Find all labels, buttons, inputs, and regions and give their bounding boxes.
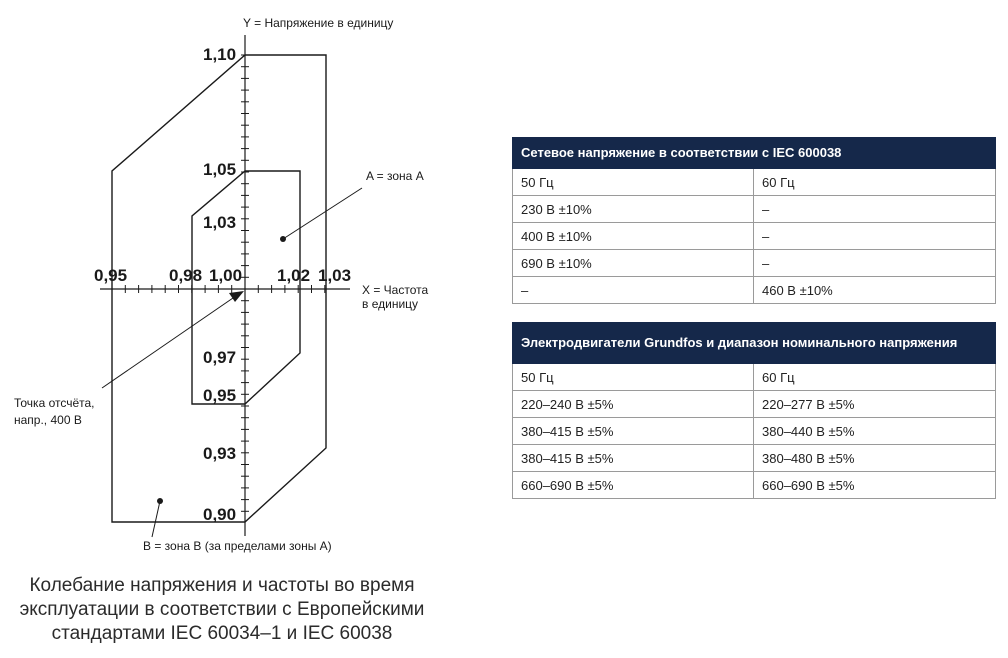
table-row	[513, 391, 996, 418]
reference-point-label-line2: напр., 400 В	[14, 413, 82, 427]
table-cell: 690 В ±10%	[513, 250, 754, 277]
caption-line: стандартами IEC 60034–1 и IEC 60038	[51, 623, 393, 644]
zone-a-label: A = зона A	[366, 169, 424, 183]
x-axis-title-line2: в единицу	[362, 297, 419, 311]
x-tick-label: 1,00	[209, 266, 243, 285]
x-tick-label: 1,02	[277, 266, 311, 285]
y-tick-label: 0,95	[203, 386, 237, 405]
table-cell: –	[754, 196, 996, 223]
caption-line: эксплуатации в соответствии с Европейскими	[19, 599, 425, 620]
table-title-row	[513, 138, 996, 169]
table-cell: –	[754, 223, 996, 250]
table-cell: 380–480 В ±5%	[754, 445, 996, 472]
column-header-50hz: 50 Гц	[513, 169, 754, 196]
table-cell: –	[754, 250, 996, 277]
table-row	[513, 445, 996, 472]
table-title: Электродвигатели Grundfos и диапазон номинального напряжения	[513, 323, 996, 364]
table-cell: 220–240 В ±5%	[513, 391, 754, 418]
table-cell: 660–690 В ±5%	[513, 472, 754, 499]
caption-line: Колебание напряжения и частоты во время	[29, 575, 415, 596]
x-tick-label: 0,98	[169, 266, 203, 285]
column-header-60hz: 60 Гц	[754, 364, 996, 391]
table-title-row	[513, 323, 996, 364]
table-row	[513, 250, 996, 277]
diagram-caption	[6, 574, 438, 646]
table-row	[513, 277, 996, 304]
table-cell: 380–415 В ±5%	[513, 418, 754, 445]
zone-b-label: B = зона B (за пределами зоны A)	[143, 539, 332, 553]
table-cell: 400 В ±10%	[513, 223, 754, 250]
motor-voltage-range-table	[512, 322, 996, 499]
x-tick-label: 0,95	[94, 266, 128, 285]
table-cell: 660–690 В ±5%	[754, 472, 996, 499]
y-axis-title: Y = Напряжение в единицу	[243, 16, 394, 30]
y-tick-label: 1,10	[203, 45, 237, 64]
table-row	[513, 196, 996, 223]
y-tick-label: 0,90	[203, 505, 237, 524]
zone-a-boundary	[192, 171, 300, 404]
table-header-row	[513, 169, 996, 196]
table-header-row	[513, 364, 996, 391]
table-cell: 230 В ±10%	[513, 196, 754, 223]
mains-voltage-table	[512, 137, 996, 304]
x-axis-title-line1: X = Частота	[362, 283, 429, 297]
table-row	[513, 223, 996, 250]
table-row	[513, 418, 996, 445]
column-header-60hz: 60 Гц	[754, 169, 996, 196]
table-cell: 380–440 В ±5%	[754, 418, 996, 445]
y-tick-label: 0,93	[203, 444, 237, 463]
reference-point-leader	[102, 298, 233, 388]
table-cell: –	[513, 277, 754, 304]
zone-b-leader	[152, 501, 160, 537]
x-tick-label: 1,03	[318, 266, 352, 285]
voltage-frequency-diagram	[0, 0, 500, 570]
table-cell: 380–415 В ±5%	[513, 445, 754, 472]
reference-point-label-line1: Точка отсчёта,	[14, 396, 95, 410]
table-row	[513, 472, 996, 499]
column-header-50hz: 50 Гц	[513, 364, 754, 391]
y-tick-label: 1,03	[203, 213, 237, 232]
table-cell: 220–277 В ±5%	[754, 391, 996, 418]
table-title: Сетевое напряжение в соответствии с IEC 600038	[513, 138, 996, 169]
y-tick-label: 1,05	[203, 160, 237, 179]
zone-a-leader	[283, 188, 362, 239]
y-tick-label: 0,97	[203, 348, 237, 367]
table-cell: 460 В ±10%	[754, 277, 996, 304]
